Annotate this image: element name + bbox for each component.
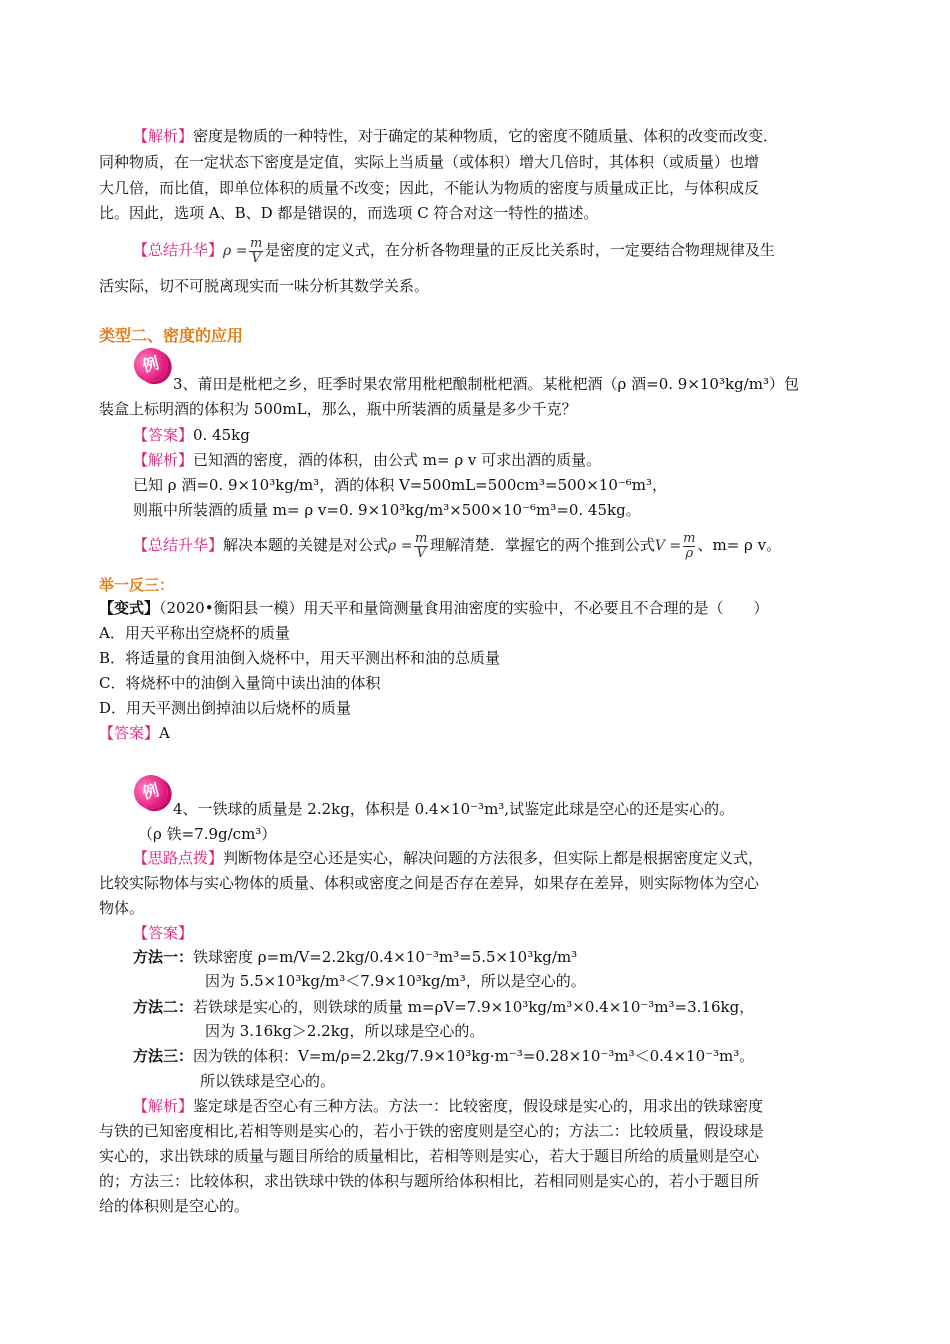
hint-line-3: 物体。 — [99, 899, 145, 917]
practice-heading: 举一反三： — [99, 576, 175, 594]
example-badge-icon: 例 — [130, 771, 172, 813]
example3-line-1: 3、莆田是枇杷之乡，旺季时果农常用枇杷酿制枇杷酒。某枇杷酒（ρ 酒=0. 9×10³kg/m³）包 — [173, 375, 799, 393]
example4-analysis-4: 的；方法三：比较体积，求出铁球中铁的体积与题所给体积相比，若相同则是实心的，若小于题目所 — [99, 1172, 760, 1190]
section-heading: 类型二、密度的应用 — [99, 326, 244, 345]
option-a: A．用天平称出空烧杯的质量 — [99, 624, 290, 642]
example4-analysis-2: 与铁的已知密度相比,若相等则是实心的，若小于铁的密度则是空心的；方法二：比较质量，假设球是 — [99, 1122, 764, 1140]
example3-analysis-3: 则瓶中所装酒的质量 m= ρ v=0. 9×10³kg/m³×500×10⁻⁶m³=0. 45kg。 — [133, 501, 641, 519]
variant-question: 【变式】（2020•衡阳县一模）用天平和量筒测量食用油密度的实验中，不必要且不合理的是（ ） — [99, 599, 769, 617]
example3-summary: 【总结升华】解决本题的关键是对公式ρ = $\frac{m}{V}$ 理解清楚．掌握它的两个推到公式V = $\frac{m}{\rho}$ 、m= ρ v。 — [133, 530, 782, 561]
analysis-line-3: 大几倍，而比值，即单位体积的质量不改变；因此，不能认为物质的密度与质量成正比，与体积成反 — [99, 179, 760, 197]
method-3-conclusion: 所以铁球是空心的。 — [200, 1072, 336, 1090]
example3-line-2: 装盒上标明酒的体积为 500mL，那么，瓶中所装酒的质量是多少千克？ — [99, 400, 577, 418]
hint-line-2: 比较实际物体与实心物体的质量、体积或密度之间是否存在差异，如果存在差异，则实际物体为空心 — [99, 874, 760, 892]
option-b: B．将适量的食用油倒入烧杯中，用天平测出杯和油的总质量 — [99, 649, 501, 667]
method-1: 方法一：铁球密度 ρ=m/V=2.2kg/0.4×10⁻³m³=5.5×10³kg/m³ — [133, 948, 578, 966]
volume-fraction: $\frac{m}{\rho}$ — [683, 530, 696, 561]
density-fraction: $\frac{m}{V}$ — [414, 530, 428, 561]
summary-line-2: 活实际，切不可脱离现实而一味分析其数学关系。 — [99, 277, 430, 295]
example-badge-icon: 例 — [130, 344, 172, 386]
density-fraction: $\frac{m}{V}$ — [249, 235, 263, 266]
example4-analysis-5: 给的体积则是空心的。 — [99, 1197, 250, 1215]
option-c: C．将烧杯中的油倒入量筒中读出油的体积 — [99, 674, 381, 692]
practice-answer: 【答案】A — [99, 724, 170, 742]
hint-line-1: 【思路点拨】判断物体是空心还是实心，解决问题的方法很多，但实际上都是根据密度定义式， — [133, 849, 764, 867]
method-2: 方法二：若铁球是实心的，则铁球的质量 m=ρV=7.9×10³kg/m³×0.4×10⁻³m³=3.16kg， — [133, 998, 755, 1016]
example4-line-2: （ρ 铁=7.9g/cm³） — [138, 825, 277, 843]
example4-analysis-3: 实心的，求出铁球的质量与题目所给的质量相比，若相等则是实心，若大于题目所给的质量则是空心 — [99, 1147, 760, 1165]
example3-analysis-2: 已知 ρ 酒=0. 9×10³kg/m³，酒的体积 V=500mL=500cm³=500×10⁻⁶m³， — [133, 476, 668, 494]
summary-line-1: 【总结升华】ρ = $\frac{m}{V}$ 是密度的定义式，在分析各物理量的正反比关系时，一定要结合物理规律及生 — [133, 235, 775, 266]
example4-line-1: 4、一铁球的质量是 2.2kg，体积是 0.4×10⁻³m³,试鉴定此球是空心的还是实心的。 — [173, 800, 735, 818]
example3-analysis-1: 【解析】已知酒的密度，酒的体积，由公式 m= ρ v 可求出酒的质量。 — [133, 451, 602, 469]
method-3: 方法三：因为铁的体积：V=m/ρ=2.2kg/7.9×10³kg·m⁻³=0.28×10⁻³m³＜0.4×10⁻³m³。 — [133, 1047, 755, 1065]
method-1-conclusion: 因为 5.5×10³kg/m³＜7.9×10³kg/m³，所以是空心的。 — [205, 972, 586, 990]
option-d: D．用天平测出倒掉油以后烧杯的质量 — [99, 699, 352, 717]
analysis-tag: 【解析】 — [133, 127, 194, 145]
analysis-line-2: 同种物质，在一定状态下密度是定值，实际上当质量（或体积）增大几倍时，其体积（或质量）也增 — [99, 153, 760, 171]
method-2-conclusion: 因为 3.16kg＞2.2kg，所以球是空心的。 — [205, 1022, 485, 1040]
analysis-line-1: 【解析】密度是物质的一种特性，对于确定的某种物质，它的密度不随质量、体积的改变而改变． — [133, 127, 779, 145]
analysis-line-4: 比。因此，选项 A、B、D 都是错误的，而选项 C 符合对这一特性的描述。 — [99, 204, 599, 222]
example3-answer: 【答案】0. 45kg — [133, 426, 250, 444]
example4-answer-tag: 【答案】 — [133, 924, 194, 942]
summary-tag: 【总结升华】 — [133, 241, 224, 259]
example4-analysis-1: 【解析】鉴定球是否空心有三种方法。方法一：比较密度，假设球是实心的，用求出的铁球密度 — [133, 1097, 764, 1115]
